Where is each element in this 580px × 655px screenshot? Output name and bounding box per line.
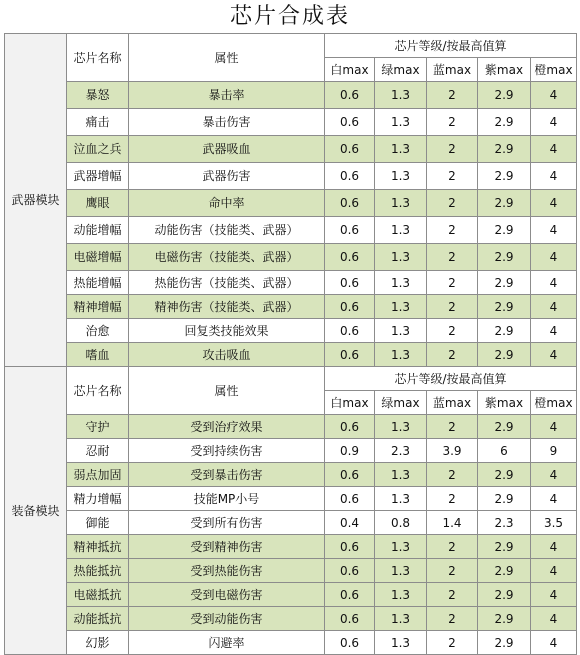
level-value: 2.9 <box>478 271 531 295</box>
level-value: 2 <box>427 559 478 583</box>
level-value: 1.3 <box>375 271 427 295</box>
chip-name: 嗜血 <box>67 343 129 367</box>
level-value: 1.3 <box>375 631 427 655</box>
chip-attribute: 受到动能伤害 <box>129 607 325 631</box>
level-value: 4 <box>531 559 577 583</box>
level-value: 2 <box>427 244 478 271</box>
chip-attribute: 暴击伤害 <box>129 109 325 136</box>
level-value: 2 <box>427 136 478 163</box>
level-value: 2.9 <box>478 109 531 136</box>
level-header: 白max <box>325 391 375 415</box>
level-value: 0.6 <box>325 295 375 319</box>
sheet-title: 芯片合成表 <box>229 4 350 29</box>
chip-name: 弱点加固 <box>67 463 129 487</box>
level-value: 1.3 <box>375 190 427 217</box>
chip-attribute: 命中率 <box>129 190 325 217</box>
level-value: 6 <box>478 439 531 463</box>
level-value: 0.6 <box>325 163 375 190</box>
level-value: 2 <box>427 319 478 343</box>
level-value: 9 <box>531 439 577 463</box>
chip-table <box>4 33 577 655</box>
level-value: 4 <box>531 244 577 271</box>
section-label: 装备模块 <box>5 367 67 655</box>
column-header-level: 芯片等级/按最高值算 <box>325 34 577 58</box>
level-value: 2.9 <box>478 607 531 631</box>
level-value: 0.4 <box>325 511 375 535</box>
level-value: 0.6 <box>325 535 375 559</box>
level-value: 0.6 <box>325 319 375 343</box>
level-value: 0.6 <box>325 190 375 217</box>
section-header-row <box>5 34 577 58</box>
chip-attribute: 受到精神伤害 <box>129 535 325 559</box>
level-value: 1.3 <box>375 295 427 319</box>
level-value: 4 <box>531 463 577 487</box>
level-value: 4 <box>531 535 577 559</box>
level-value: 1.4 <box>427 511 478 535</box>
level-value: 4 <box>531 607 577 631</box>
level-value: 2.9 <box>478 136 531 163</box>
chip-name: 动能增幅 <box>67 217 129 244</box>
chip-name: 鹰眼 <box>67 190 129 217</box>
chip-name: 痛击 <box>67 109 129 136</box>
level-value: 1.3 <box>375 136 427 163</box>
chip-name: 御能 <box>67 511 129 535</box>
level-header: 绿max <box>375 58 427 82</box>
table-row <box>5 271 577 295</box>
table-row <box>5 439 577 463</box>
level-value: 1.3 <box>375 415 427 439</box>
level-header: 绿max <box>375 391 427 415</box>
table-row <box>5 319 577 343</box>
level-value: 2 <box>427 190 478 217</box>
level-value: 2 <box>427 535 478 559</box>
level-value: 2.9 <box>478 463 531 487</box>
level-value: 2 <box>427 463 478 487</box>
chip-attribute: 回复类技能效果 <box>129 319 325 343</box>
level-value: 1.3 <box>375 487 427 511</box>
chip-name: 精力增幅 <box>67 487 129 511</box>
level-value: 1.3 <box>375 559 427 583</box>
level-value: 2 <box>427 415 478 439</box>
level-value: 2 <box>427 163 478 190</box>
level-value: 1.3 <box>375 607 427 631</box>
level-value: 0.6 <box>325 463 375 487</box>
table-row <box>5 535 577 559</box>
level-value: 0.6 <box>325 607 375 631</box>
table-row <box>5 343 577 367</box>
level-value: 3.9 <box>427 439 478 463</box>
level-value: 1.3 <box>375 163 427 190</box>
chip-attribute: 热能伤害（技能类、武器） <box>129 271 325 295</box>
level-value: 3.5 <box>531 511 577 535</box>
level-value: 1.3 <box>375 82 427 109</box>
level-value: 4 <box>531 82 577 109</box>
level-value: 0.6 <box>325 583 375 607</box>
chip-name: 守护 <box>67 415 129 439</box>
chip-attribute: 受到暴击伤害 <box>129 463 325 487</box>
level-value: 2.9 <box>478 319 531 343</box>
level-value: 4 <box>531 487 577 511</box>
level-header: 紫max <box>478 391 531 415</box>
chip-attribute: 精神伤害（技能类、武器） <box>129 295 325 319</box>
level-value: 2 <box>427 583 478 607</box>
table-row <box>5 559 577 583</box>
level-value: 2.9 <box>478 535 531 559</box>
level-value: 2.9 <box>478 244 531 271</box>
level-value: 0.6 <box>325 631 375 655</box>
table-row <box>5 82 577 109</box>
table-row <box>5 190 577 217</box>
level-value: 1.3 <box>375 109 427 136</box>
level-value: 2 <box>427 607 478 631</box>
table-row <box>5 295 577 319</box>
column-header-attr: 属性 <box>129 34 325 82</box>
chip-attribute: 受到热能伤害 <box>129 559 325 583</box>
chip-attribute: 动能伤害（技能类、武器） <box>129 217 325 244</box>
level-value: 0.6 <box>325 82 375 109</box>
level-value: 2.9 <box>478 190 531 217</box>
chip-attribute: 受到治疗效果 <box>129 415 325 439</box>
level-value: 2.9 <box>478 295 531 319</box>
chip-attribute: 武器吸血 <box>129 136 325 163</box>
level-value: 2.3 <box>478 511 531 535</box>
section-header-row <box>5 367 577 391</box>
level-value: 1.3 <box>375 535 427 559</box>
table-row <box>5 583 577 607</box>
chip-name: 热能抵抗 <box>67 559 129 583</box>
level-value: 0.9 <box>325 439 375 463</box>
level-value: 2 <box>427 487 478 511</box>
table-row <box>5 136 577 163</box>
chip-attribute: 受到持续伤害 <box>129 439 325 463</box>
table-row <box>5 607 577 631</box>
level-value: 0.6 <box>325 244 375 271</box>
level-value: 2 <box>427 343 478 367</box>
chip-attribute: 受到所有伤害 <box>129 511 325 535</box>
chip-name: 精神抵抗 <box>67 535 129 559</box>
level-value: 1.3 <box>375 217 427 244</box>
level-value: 2.9 <box>478 343 531 367</box>
column-header-level: 芯片等级/按最高值算 <box>325 367 577 391</box>
chip-name: 电磁增幅 <box>67 244 129 271</box>
level-value: 0.6 <box>325 136 375 163</box>
level-value: 0.6 <box>325 559 375 583</box>
chip-name: 武器增幅 <box>67 163 129 190</box>
level-header: 蓝max <box>427 58 478 82</box>
chip-name: 泣血之兵 <box>67 136 129 163</box>
chip-name: 忍耐 <box>67 439 129 463</box>
level-value: 0.6 <box>325 343 375 367</box>
level-value: 0.8 <box>375 511 427 535</box>
level-value: 4 <box>531 343 577 367</box>
table-row <box>5 487 577 511</box>
level-value: 2 <box>427 631 478 655</box>
chip-attribute: 暴击率 <box>129 82 325 109</box>
level-value: 2.9 <box>478 559 531 583</box>
column-header-name: 芯片名称 <box>67 34 129 82</box>
level-value: 1.3 <box>375 583 427 607</box>
level-value: 4 <box>531 136 577 163</box>
table-row <box>5 163 577 190</box>
column-header-name: 芯片名称 <box>67 367 129 415</box>
level-value: 2.9 <box>478 82 531 109</box>
chip-attribute: 受到电磁伤害 <box>129 583 325 607</box>
level-value: 4 <box>531 415 577 439</box>
chip-name: 精神增幅 <box>67 295 129 319</box>
level-value: 1.3 <box>375 319 427 343</box>
chip-name: 幻影 <box>67 631 129 655</box>
level-value: 4 <box>531 271 577 295</box>
level-value: 2.9 <box>478 415 531 439</box>
chip-name: 热能增幅 <box>67 271 129 295</box>
level-header: 橙max <box>531 391 577 415</box>
level-header: 橙max <box>531 58 577 82</box>
chip-attribute: 技能MP小号 <box>129 487 325 511</box>
level-value: 2.9 <box>478 163 531 190</box>
level-header: 紫max <box>478 58 531 82</box>
chip-attribute: 攻击吸血 <box>129 343 325 367</box>
level-value: 2.9 <box>478 487 531 511</box>
level-value: 4 <box>531 631 577 655</box>
level-header: 蓝max <box>427 391 478 415</box>
level-value: 4 <box>531 319 577 343</box>
level-value: 4 <box>531 295 577 319</box>
table-row <box>5 631 577 655</box>
level-value: 4 <box>531 163 577 190</box>
table-row <box>5 217 577 244</box>
level-value: 0.6 <box>325 109 375 136</box>
chip-name: 动能抵抗 <box>67 607 129 631</box>
level-value: 2.3 <box>375 439 427 463</box>
table-row <box>5 415 577 439</box>
level-value: 0.6 <box>325 217 375 244</box>
column-header-attr: 属性 <box>129 367 325 415</box>
chip-attribute: 武器伤害 <box>129 163 325 190</box>
table-row <box>5 244 577 271</box>
level-value: 4 <box>531 583 577 607</box>
level-value: 0.6 <box>325 271 375 295</box>
level-header: 白max <box>325 58 375 82</box>
table-row <box>5 511 577 535</box>
level-value: 2 <box>427 217 478 244</box>
section-label: 武器模块 <box>5 34 67 367</box>
level-value: 2.9 <box>478 583 531 607</box>
level-value: 2 <box>427 271 478 295</box>
chip-name: 电磁抵抗 <box>67 583 129 607</box>
chip-name: 治愈 <box>67 319 129 343</box>
level-value: 0.6 <box>325 415 375 439</box>
level-value: 1.3 <box>375 244 427 271</box>
chip-attribute: 电磁伤害（技能类、武器） <box>129 244 325 271</box>
level-value: 2 <box>427 109 478 136</box>
table-row <box>5 463 577 487</box>
level-value: 0.6 <box>325 487 375 511</box>
level-value: 2.9 <box>478 631 531 655</box>
level-value: 4 <box>531 190 577 217</box>
level-value: 2 <box>427 82 478 109</box>
chip-attribute: 闪避率 <box>129 631 325 655</box>
level-value: 4 <box>531 217 577 244</box>
level-value: 1.3 <box>375 343 427 367</box>
level-value: 2 <box>427 295 478 319</box>
table-row <box>5 109 577 136</box>
level-value: 4 <box>531 109 577 136</box>
chip-name: 暴怒 <box>67 82 129 109</box>
level-value: 2.9 <box>478 217 531 244</box>
level-value: 1.3 <box>375 463 427 487</box>
